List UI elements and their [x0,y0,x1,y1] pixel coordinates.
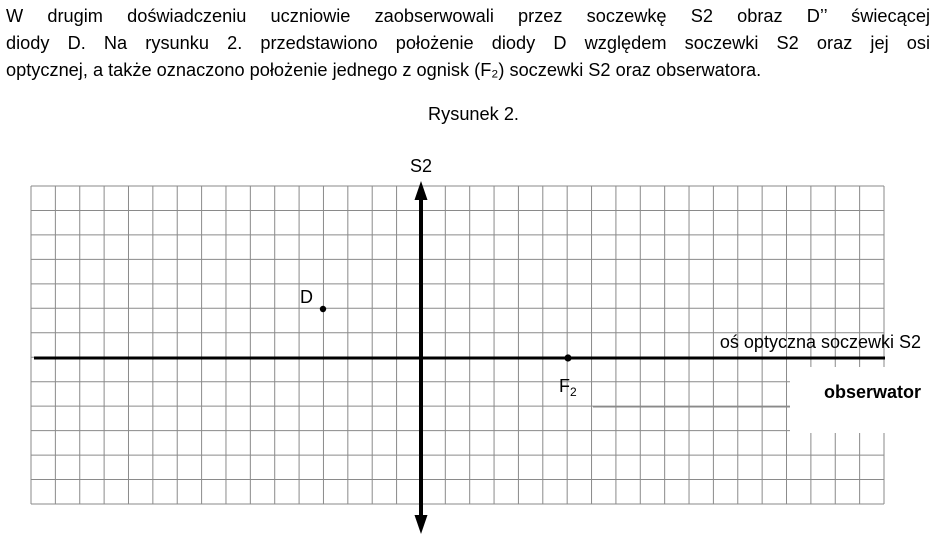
diode-label: D [300,287,313,307]
focus-label-subscript: 2 [570,385,577,399]
lens-arrow-down-icon [415,515,428,534]
observer-label: obserwator [823,382,921,402]
paragraph-line: W drugim doświadczeniu uczniowie zaobserwowali przez soczewkę S2 obraz D’’ świecącej [6,6,930,26]
optical-axis-label: oś optyczna soczewki S2 [719,332,921,352]
paragraph-line: optycznej, a także oznaczono położenie jednego z ognisk (F₂) soczewki S2 oraz obserwatora. [6,60,762,80]
focus-label [559,376,577,399]
figure-caption: Rysunek 2. [428,104,519,124]
lens-label: S2 [409,156,433,176]
lens-arrow-up-icon [415,181,428,200]
paragraph-line: diody D. Na rysunku 2. przedstawiono położenie diody D względem soczewki S2 oraz jej osi [6,33,930,53]
diode-point [320,306,326,312]
focus-point [564,354,571,361]
focus-label-main: F [559,376,570,396]
